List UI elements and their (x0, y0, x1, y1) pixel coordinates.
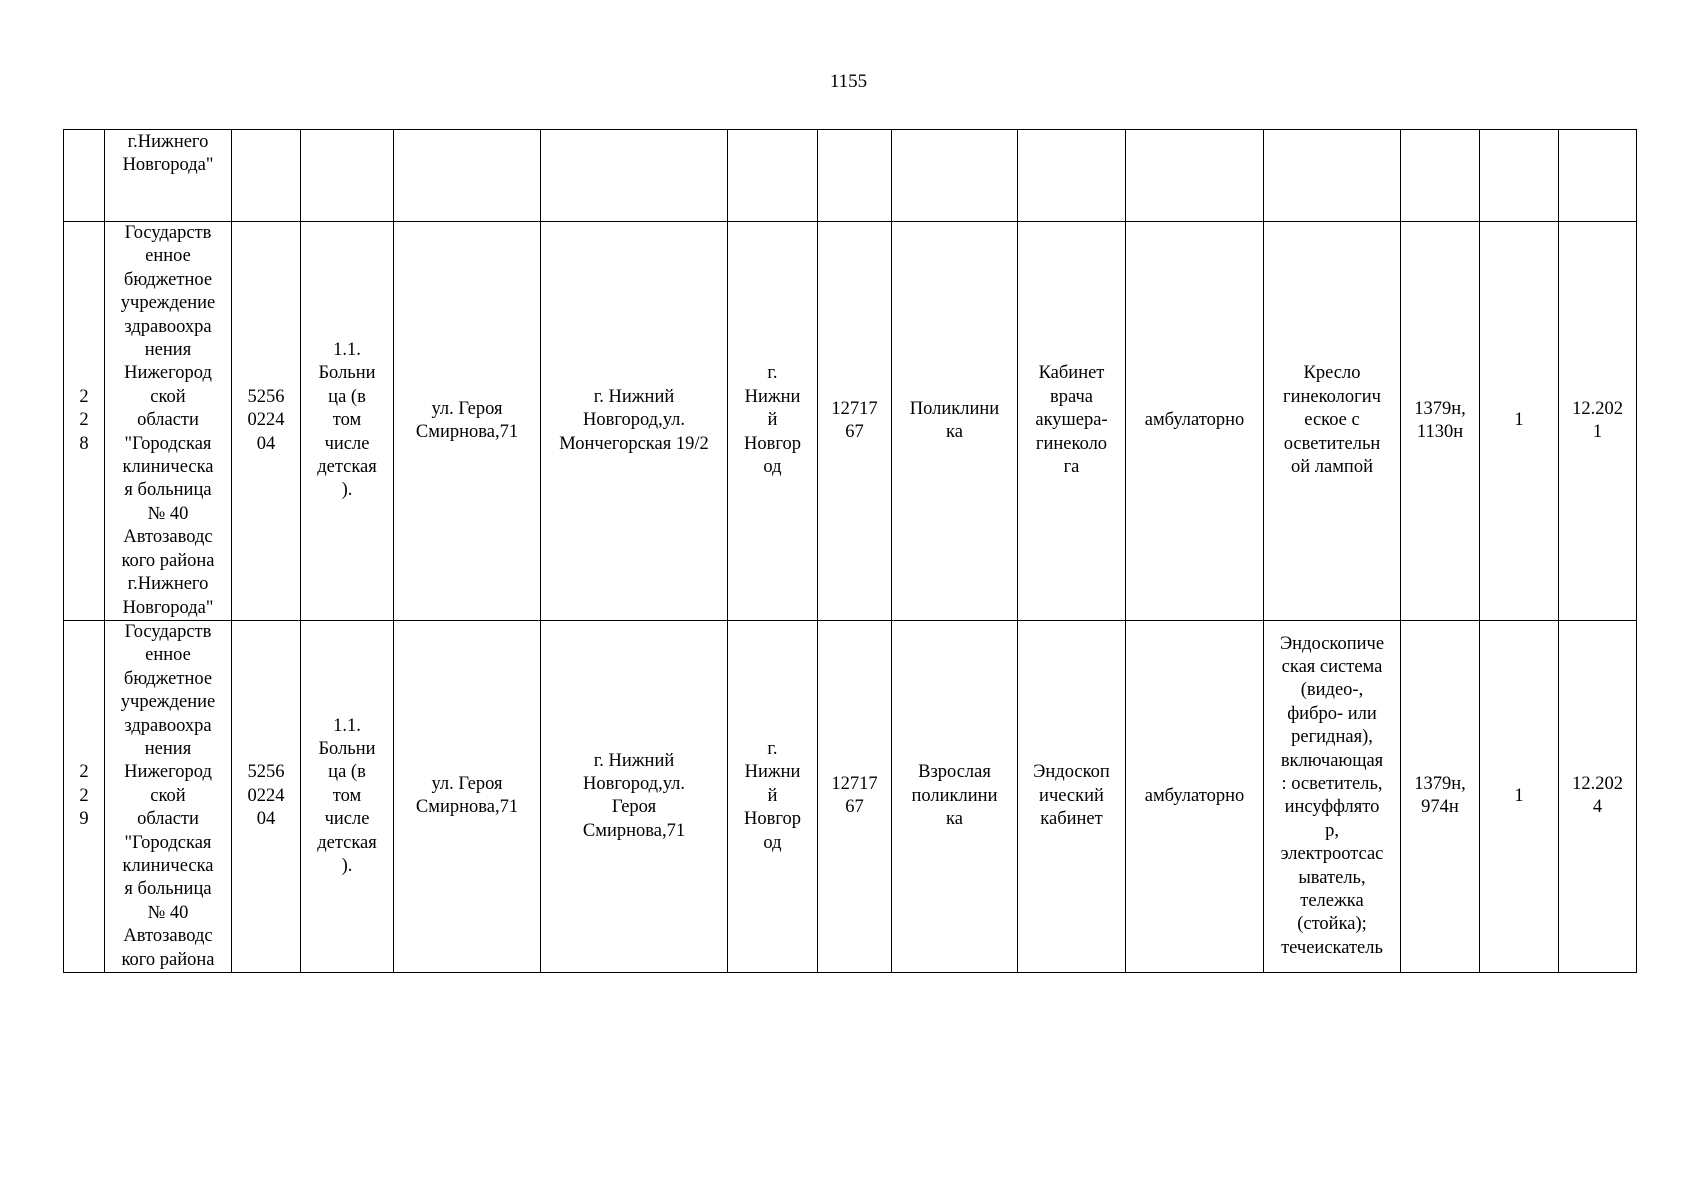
cell-equipment (1264, 130, 1401, 222)
cell-organization: Государств енное бюджетное учреждение здравоохра нения Нижегород ской области "Городская клиническа я больница № 40 Автозаводс кого района (105, 620, 232, 972)
cell-condition: амбулаторно (1126, 222, 1264, 621)
cell-subdivision: Взрослая поликлини ка (892, 620, 1018, 972)
cell-location: г. Нижний Новгород,ул. Героя Смирнова,71 (541, 620, 728, 972)
cell-room: Кабинет врача акушера- гинеколо га (1018, 222, 1126, 621)
cell-orders: 1379н, 974н (1401, 620, 1480, 972)
cell-equipment: Кресло гинекологич еское с осветительн ой лампой (1264, 222, 1401, 621)
cell-type (301, 130, 394, 222)
cell-orders (1401, 130, 1480, 222)
cell-code (818, 130, 892, 222)
cell-number: 2 2 8 (64, 222, 105, 621)
cell-city: г. Нижни й Новгор од (728, 222, 818, 621)
cell-location (541, 130, 728, 222)
table-row (64, 222, 1637, 621)
cell-quantity (1480, 130, 1559, 222)
cell-organization: Государств енное бюджетное учреждение здравоохра нения Нижегород ской области "Городская клиническа я больница № 40 Автозаводс кого района г.Нижнего Новгорода" (105, 222, 232, 621)
cell-date (1559, 130, 1637, 222)
cell-city (728, 130, 818, 222)
cell-code: 12717 67 (818, 620, 892, 972)
cell-number (64, 130, 105, 222)
cell-room (1018, 130, 1126, 222)
cell-subdivision: Поликлини ка (892, 222, 1018, 621)
table-row (64, 130, 1637, 222)
cell-address: ул. Героя Смирнова,71 (394, 222, 541, 621)
cell-inn: 5256 0224 04 (232, 222, 301, 621)
cell-type: 1.1. Больни ца (в том числе детская ). (301, 620, 394, 972)
cell-number: 2 2 9 (64, 620, 105, 972)
page-number: 1155 (829, 71, 868, 92)
cell-address (394, 130, 541, 222)
cell-quantity: 1 (1480, 620, 1559, 972)
cell-equipment: Эндоскопиче ская система (видео-, фибро- или регидная), включающая : осветитель, инсуффлято р, электроотсас ыватель, тележка (стойка); течеискатель (1264, 620, 1401, 972)
cell-condition: амбулаторно (1126, 620, 1264, 972)
cell-date: 12.202 4 (1559, 620, 1637, 972)
cell-location: г. Нижний Новгород,ул. Мончегорская 19/2 (541, 222, 728, 621)
cell-type: 1.1. Больни ца (в том числе детская ). (301, 222, 394, 621)
cell-room: Эндоскоп ический кабинет (1018, 620, 1126, 972)
cell-date: 12.202 1 (1559, 222, 1637, 621)
cell-condition (1126, 130, 1264, 222)
cell-code: 12717 67 (818, 222, 892, 621)
table-row (64, 620, 1637, 972)
cell-inn (232, 130, 301, 222)
cell-address: ул. Героя Смирнова,71 (394, 620, 541, 972)
registry-table (63, 129, 1637, 973)
cell-subdivision (892, 130, 1018, 222)
cell-orders: 1379н, 1130н (1401, 222, 1480, 621)
cell-inn: 5256 0224 04 (232, 620, 301, 972)
cell-quantity: 1 (1480, 222, 1559, 621)
cell-organization: г.Нижнего Новгорода" (105, 130, 232, 222)
cell-city: г. Нижни й Новгор од (728, 620, 818, 972)
